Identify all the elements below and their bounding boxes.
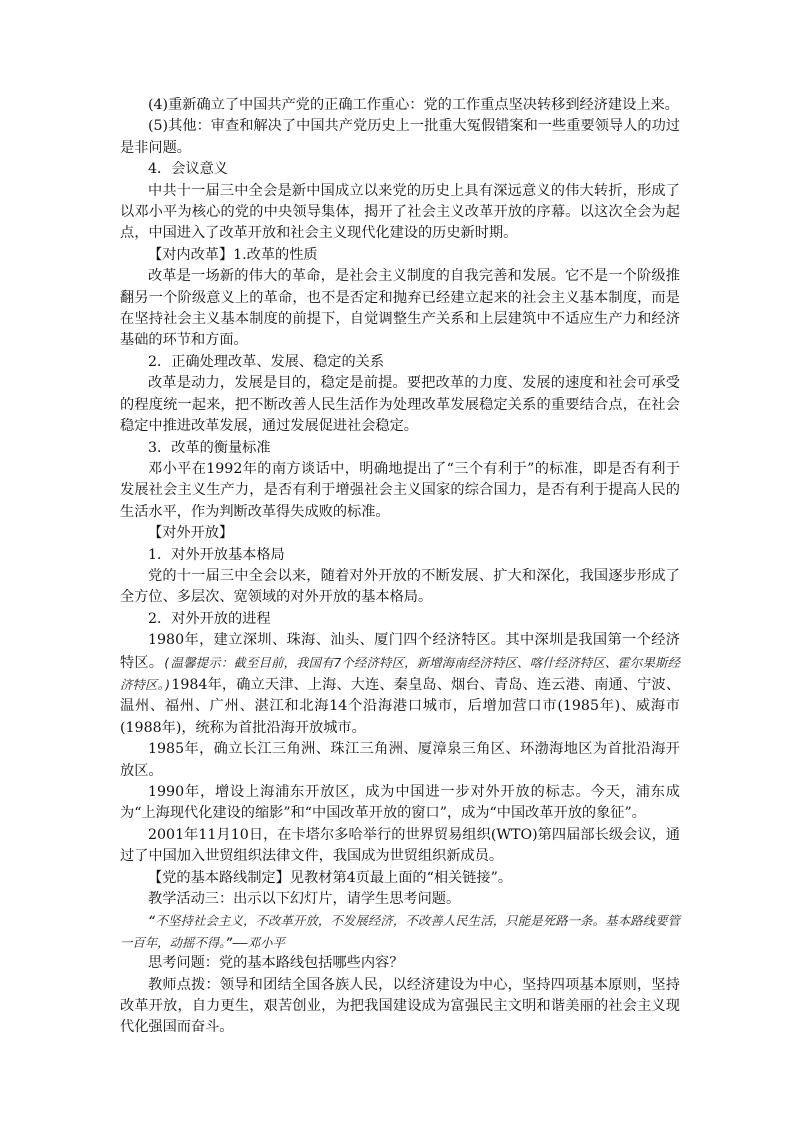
paragraph: 教学活动三：出示以下幻灯片，请学生思考问题。 xyxy=(148,891,461,908)
section-heading: 【对外开放】 xyxy=(148,525,234,542)
section-heading: 2．正确处理改革、发展、稳定的关系 xyxy=(148,353,385,370)
paragraph: 思考问题：党的基本路线包括哪些内容？ xyxy=(148,955,404,972)
paragraph: (5)其他：审查和解决了中国共产党历史上一批重大冤假错案和一些重要领导人的功过是非问题。 xyxy=(120,118,680,156)
sez-paragraph xyxy=(120,630,680,739)
section-heading: 1．对外开放基本格局 xyxy=(148,546,285,563)
sez-text-after: 1984年，确立天津、上海、大连、秦皇岛、烟台、青岛、连云港、南通、宁波、温州、福州、广州、湛江和北海14个沿海港口城市，后增加营口市(1985年)、威海市(1988年)，统称为首批沿海开放城市。 xyxy=(120,676,681,736)
paragraph: 教师点拨：领导和团结全国各族人民，以经济建设为中心，坚持四项基本原则，坚持改革开放，自力更生，艰苦创业，为把我国建设成为富强民主文明和谐美丽的社会主义现代化强国而奋斗。 xyxy=(120,976,680,1036)
paragraph: 1990年，增设上海浦东开放区，成为中国进一步对外开放的标志。今天，浦东成为“上海现代化建设的缩影”和“中国改革开放的窗口”，成为“中国改革开放的象征”。 xyxy=(120,784,680,822)
paragraph: 中共十一届三中全会是新中国成立以来党的历史上具有深远意义的伟大转折，形成了以邓小平为核心的党的中央领导集体，揭开了社会主义改革开放的序幕。以这次全会为起点，中国进入了改革开放和社会主义现代化建设的历史新时期。 xyxy=(120,182,680,242)
document-body xyxy=(120,95,680,1039)
paragraph: 党的十一届三中全会以来，随着对外开放的不断发展、扩大和深化，我国逐步形成了全方位、多层次、宽领域的对外开放的基本格局。 xyxy=(120,567,680,606)
section-heading: 【对内改革】1.改革的性质 xyxy=(148,246,318,263)
sez-note: (温馨提示：截至目前，我国有7个经济特区，新增海南经济特区、喀什经济特区、霍尔果斯经济特区。) xyxy=(120,654,680,692)
section-heading: 4．会议意义 xyxy=(148,161,228,178)
paragraph: 1985年，确立长江三角洲、珠江三角洲、厦漳泉三角区、环渤海地区为首批沿海开放区。 xyxy=(120,741,680,779)
section-heading: 3．改革的衡量标准 xyxy=(148,439,271,456)
paragraph: 邓小平在1992年的南方谈话中，明确地提出了“三个有利于”的标准，即是否有利于发展社会主义生产力，是否有利于增强社会主义国家的综合国力，是否有利于提高人民的生活水平，作为判断改革得失成败的标准。 xyxy=(120,460,680,520)
paragraph: 改革是一场新的伟大的革命，是社会主义制度的自我完善和发展。它不是一个阶级推翻另一个阶级意义上的革命，也不是否定和抛弃已经建立起来的社会主义基本制度，而是在坚持社会主义基本制度的前提下，自觉调整生产关系和上层建筑中不适应生产力和经济基础的环节和方面。 xyxy=(120,268,680,349)
paragraph: 【党的基本路线制定】见教材第4页最上面的“相关链接”。 xyxy=(148,869,513,886)
deng-quote: “不坚持社会主义，不改革开放，不发展经济，不改善人民生活，只能是死路一条。基本路线要管一百年，动摇不得。”——邓小平 xyxy=(120,913,680,950)
paragraph: 改革是动力，发展是目的，稳定是前提。要把改革的力度、发展的速度和社会可承受的程度统一起来，把不断改善人民生活作为处理改革发展稳定关系的重要结合点，在社会稳定中推进改革发展，通过发展促进社会稳定。 xyxy=(120,375,680,435)
sez-text-before: 1980年，建立深圳、珠海、汕头、厦门四个经济特区。其中深圳是我国第一个经济特区。 xyxy=(120,632,680,671)
paragraph: (4)重新确立了中国共产党的正确工作重心：党的工作重点坚决转移到经济建设上来。 xyxy=(148,97,679,113)
paragraph: 2001年11月10日，在卡塔尔多哈举行的世界贸易组织(WTO)第四届部长级会议，通过了中国加入世贸组织法律文件，我国成为世贸组织新成员。 xyxy=(120,826,680,865)
section-heading: 2．对外开放的进程 xyxy=(148,610,271,627)
